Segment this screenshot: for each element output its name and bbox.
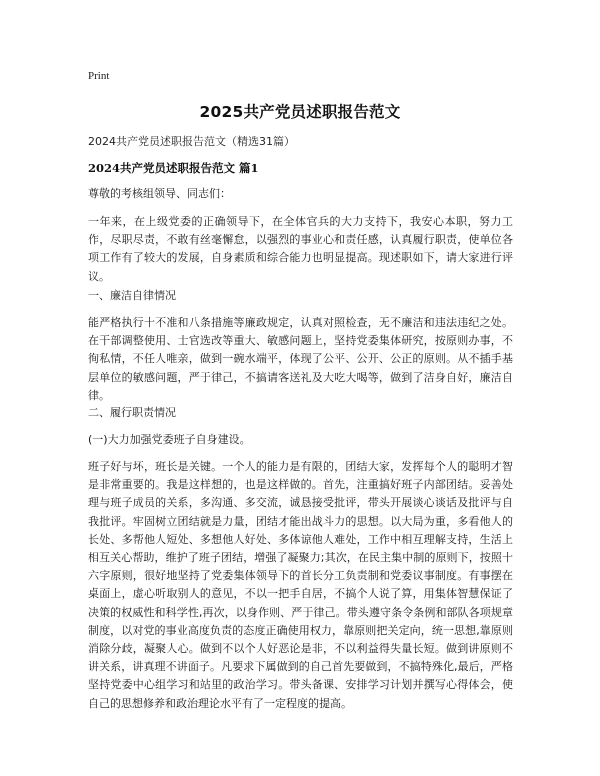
section-heading: 2024共产党员述职报告范文 篇1 (88, 161, 259, 175)
heading-duties: 二、履行职责情况 (88, 406, 176, 419)
intro-paragraph: 一年来，在上级党委的正确领导下，在全体官兵的大力支持下，我安心本职，努力工作，尽职尽责，不敢有丝毫懈怠，以强烈的事业心和责任感，认真履行职责，使单位各项工作有了较大的发展，自身素质和综合能力也明显提高。现述职如下，请大家进行评议。 (88, 215, 513, 283)
integrity-paragraph: 能严格执行十不准和八条措施等廉政规定，认真对照检查，无不廉洁和违法违纪之处。在干部调整使用、士官选改等重大、敏感问题上，坚持党委集体研究，按原则办事，不徇私情，不任人唯亲，做到一碗水端平，体现了公平、公开、公正的原则。从不插手基层单位的敏感问题，严于律己，不搞请客送礼及大吃大喝等，做到了洁身自好，廉洁自律。 (88, 316, 513, 402)
heading-integrity: 一、廉洁自律情况 (88, 289, 176, 302)
document-subtitle: 2024共产党员述职报告范文（精选31篇） (88, 135, 295, 148)
document-title: 2025共产党员述职报告范文 (199, 103, 401, 121)
subheading-party-committee: (一)大力加强党委班子自身建设。 (88, 433, 251, 446)
salutation-paragraph: 尊敬的考核组领导、同志们： (88, 187, 231, 200)
print-label[interactable]: Print (88, 70, 110, 82)
team-building-paragraph: 班子好与坏，班长是关键。一个人的能力是有限的，团结大家，发挥每个人的聪明才智是非常重要的。我是这样想的，也是这样做的。首先，注重搞好班子内部团结。妥善处理与班子成员的关系，多沟通、多交流，诚恳接受批评，带头开展谈心谈话及批评与自我批评。牢固树立团结就是力量，团结才能出战斗力的思想。以大局为重，多看他人的长处、多帮他人短处、多想他人好处、多体谅他人难处，工作中相互理解支持，生活上相互关心帮助，维护了班子团结，增强了凝聚力;其次，在民主集中制的原则下，按照十六字原则，很好地坚持了党委集体领导下的首长分工负责制和党委议事制度。有事摆在桌面上，虚心听取别人的意见，不以一把手自居，不搞个人说了算，用集体智慧保证了决策的权威性和科学性,再次，以身作则、严于律己。带头遵守条令条例和部队各项规章制度，以对党的事业高度负责的态度正确使用权力，靠原则把关定向，统一思想,靠原则消除分歧，凝聚人心。做到不以个人好恶论是非，不以利益得失量长短。做到讲原则不讲关系，讲真理不讲面子。凡要求下属做到的自己首先要做到，不搞特殊化,最后，严格坚持党委中心组学习和站里的政治学习。带头备课、安排学习计划并撰写心得体会，使自己的思想修养和政治理论水平有了一定程度的提高。 (88, 460, 513, 710)
